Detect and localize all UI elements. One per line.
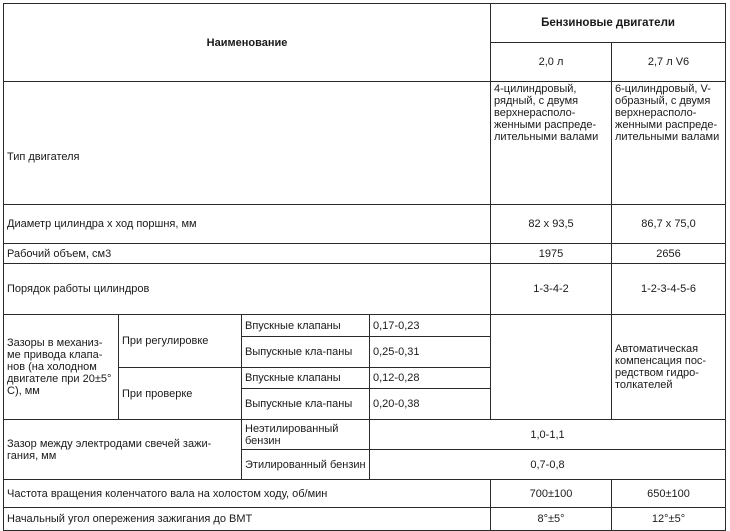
bore-stroke-petrol-20: 82 x 93,5 <box>491 205 612 244</box>
valve-clearance-petrol-27: Автоматическая компенсация пос-редством гидро-толкателей <box>612 315 726 420</box>
firing-order-label: Порядок работы цилиндров <box>4 264 491 315</box>
valve-adjust-intake-label: Впускные клапаны <box>242 315 370 337</box>
valve-check-intake-label: Впускные клапаны <box>242 368 370 389</box>
displacement-petrol-27: 2656 <box>612 244 726 264</box>
spark-leaded-value: 0,7-0,8 <box>370 450 726 480</box>
ignition-timing-label: Начальный угол опережения зажигания до ВМТ <box>4 508 491 531</box>
valve-check-exhaust-value: 0,20-0,38 <box>370 389 491 420</box>
header-petrol-20: 2,0 л <box>491 43 612 82</box>
idle-speed-petrol-20: 700±100 <box>491 480 612 508</box>
bore-stroke-petrol-27: 86,7 x 75,0 <box>612 205 726 244</box>
idle-speed-petrol-27: 650±100 <box>612 480 726 508</box>
valve-adjust-exhaust-value: 0,25-0,31 <box>370 337 491 368</box>
valve-adjust-exhaust-label: Выпускные кла-паны <box>242 337 370 368</box>
header-petrol-27: 2,7 л V6 <box>612 43 726 82</box>
firing-order-petrol-27: 1-2-3-4-5-6 <box>612 264 726 315</box>
header-petrol: Бензиновые двигатели <box>491 4 726 43</box>
displacement-petrol-20: 1975 <box>491 244 612 264</box>
valve-check-exhaust-label: Выпускные кла-паны <box>242 389 370 420</box>
spark-leaded-label: Этилированный бензин <box>242 450 370 480</box>
firing-order-petrol-20: 1-3-4-2 <box>491 264 612 315</box>
ignition-timing-petrol-27: 12°±5° <box>612 508 726 531</box>
spark-unleaded-value: 1,0-1,1 <box>370 420 726 450</box>
idle-speed-label: Частота вращения коленчатого вала на холостом ходу, об/мин <box>4 480 491 508</box>
header-name: Наименование <box>4 4 491 82</box>
valve-check-label: При проверке <box>119 368 242 420</box>
valve-clearance-label: Зазоры в механиз-ме привода клапа-нов (на холодном двигателе при 20±5° С), мм <box>4 315 119 420</box>
valve-check-intake-value: 0,12-0,28 <box>370 368 491 389</box>
engine-type-petrol-20: 4-цилиндровый, рядный, с двумя верхнерасполо-женными распреде-лительными валами <box>491 82 612 205</box>
valve-petrol-20-spacer <box>491 315 612 420</box>
bore-stroke-label: Диаметр цилиндра x ход поршня, мм <box>4 205 491 244</box>
ignition-timing-petrol-20: 8°±5° <box>491 508 612 531</box>
engine-type-label: Тип двигателя <box>4 82 491 205</box>
displacement-label: Рабочий объем, см3 <box>4 244 491 264</box>
engine-type-petrol-27: 6-цилиндровый, V-образный, с двумя верхнерасполо-женными распреде-лительными валами <box>612 82 726 205</box>
spark-gap-label: Зазор между электродами свечей зажи-гания, мм <box>4 420 242 480</box>
valve-adjust-intake-value: 0,17-0,23 <box>370 315 491 337</box>
spark-unleaded-label: Неэтилированный бензин <box>242 420 370 450</box>
engine-spec-table <box>3 3 726 531</box>
valve-adjust-label: При регулировке <box>119 315 242 368</box>
